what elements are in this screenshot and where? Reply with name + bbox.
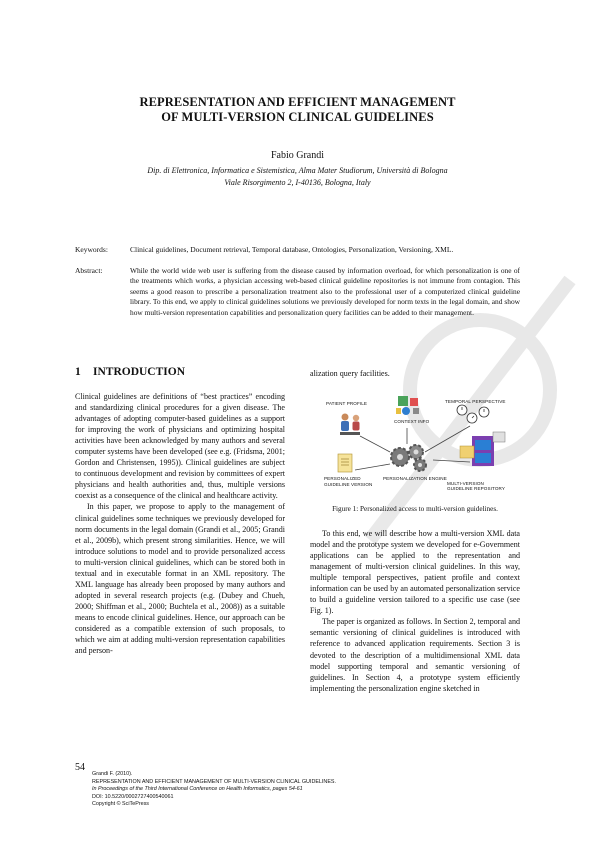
affiliation-line2: Viale Risorgimento 2, I-40136, Bologna, Italy — [224, 178, 371, 187]
citation-line5: Copyright © SciTePress — [92, 801, 149, 808]
page-number: 54 — [75, 762, 85, 773]
author-name: Fabio Grandi — [270, 150, 325, 161]
figure-caption: Figure 1: Personalized access to multi-version guidelines. — [332, 505, 498, 513]
left-column — [75, 391, 285, 656]
patient-profile-icon — [340, 414, 360, 436]
paper-title-line1: REPRESENTATION AND EFFICIENT MANAGEMENT — [139, 95, 456, 109]
abstract-label: Abstract: — [75, 266, 103, 275]
temporal-perspective-icon — [457, 405, 489, 423]
right-paragraph-2: The paper is organized as follows. In Section 2, temporal and semantic versioning of clinical guidelines is introduced with reference to advanced application requirements. Section 3 is devoted to the description of a multidimensional XML data model supporting temporal and semantic versioning of guidelines. In Section 4, a prototype system efficiently implementing the personalization engine sketched in — [310, 617, 520, 693]
figure-label-context-info: CONTEXT INFO — [394, 419, 430, 424]
figure-label-patient-profile: PATIENT PROFILE — [326, 401, 368, 406]
figure-label-temporal-perspective: TEMPORAL PERSPECTIVE — [445, 399, 506, 404]
right-paragraph-1: To this end, we will describe how a multi-version XML data model and the prototype system we developed for e-Government applications can be applied to the representation and management of multi-version clinical guidelines. In this way, multiple temporal perspectives, patient profile and context information can be used by an automated personalization service to build a guideline version tailored to a specific use case (see Fig. 1). — [310, 529, 520, 616]
guideline-repository-database-icon — [460, 432, 505, 466]
citation-block — [92, 771, 336, 809]
keywords-text: Clinical guidelines, Document retrieval, Temporal database, Ontologies, Personalization, Versioning, XML. — [130, 245, 454, 254]
context-info-icon — [396, 396, 419, 415]
keywords-label: Keywords: — [75, 245, 108, 254]
section-title: INTRODUCTION — [93, 366, 186, 378]
personalization-engine-gear-icon — [391, 445, 426, 471]
right-column-top-line: alization query facilities. — [310, 369, 390, 378]
citation-line2: REPRESENTATION AND EFFICIENT MANAGEMENT OF MULTI-VERSION CLINICAL GUIDELINES. — [92, 778, 337, 785]
figure-label-personalized-2: GUIDELINE VERSION — [324, 482, 373, 487]
figure-label-repository-1: MULTI-VERSION — [447, 481, 484, 486]
citation-line3: In Proceedings of the Third International Conference on Health Informatics, pages 54-61 — [92, 786, 303, 793]
intro-paragraph-2: In this paper, we propose to apply to the management of clinical guidelines some techniques we previously developed for norm documents in the legal domain (Grandi et al., 2005; Grandi et al., 2009b), which present strong similarities. Hence, we will introduce solutions to model and to provide personalized access to multi-version clinical guidelines, which can be stored both in textual and in executable format in an XML repository. The XML language has already been proposed by many authors and adopted in several research projects (e.g. (Dubey and Chueh, 2000; Shiffman et al., 2000; Buchtela et al., 2008)) as a suitable means to encode clinical guidelines. Hence, our approach can be considered as a compatible extension of such proposals, to which we aim at adding multi-version representation capabilities and person- — [75, 502, 285, 656]
citation-line4: DOI: 10.5220/0002727400540061 — [92, 793, 174, 800]
paper-title-line2: OF MULTI-VERSION CLINICAL GUIDELINES — [161, 110, 434, 124]
intro-paragraph-1: Clinical guidelines are definitions of “best practices” encoding and standardizing clinical procedures for a given disease. The advantages of adopting computer-based guidelines as a support for improving the work of physicians and optimizing hospital activities have been acknowledged by many authors and several computer systems have been developed (see e.g. (Fridsma, 2001; Gordon and Christensen, 1995)). Clinical guidelines are subject to continuous development and revision by committees of expert physicians and health authorities and, thus, multiple versions coexist as a consequence of the clinical and healthcare activity. — [75, 392, 285, 501]
figure-label-personalization-engine: PERSONALIZATION ENGINE — [383, 476, 447, 481]
section-number: 1 — [75, 366, 81, 378]
personalized-document-icon — [338, 454, 352, 472]
figure-label-repository-2: GUIDELINE REPOSITORY — [447, 486, 505, 491]
right-column — [310, 528, 520, 694]
affiliation-line1: Dip. di Elettronica, Informatica e Sistemistica, Alma Mater Studiorum, Università di Bologna — [147, 166, 448, 175]
figure-1 — [310, 392, 520, 502]
figure-label-personalized-1: PERSONALIZED — [324, 476, 361, 481]
citation-line1: Grandi F. (2010). — [92, 771, 133, 777]
abstract-text: While the world wide web user is suffering from the disease caused by information overload, for which personalization is one of the treatments which works, a physician accessing web-based clinical guideline repositories is not immune from contagion. This seems a good reason to prescribe a personalization treatment also to the professional user of a computerized clinical guideline library. To this end, we apply to clinical guidelines solutions we previously developed for norm texts in the legal domain, and show how multi-version representation capabilities and personalization query facilities can be added to their management. — [130, 266, 520, 317]
